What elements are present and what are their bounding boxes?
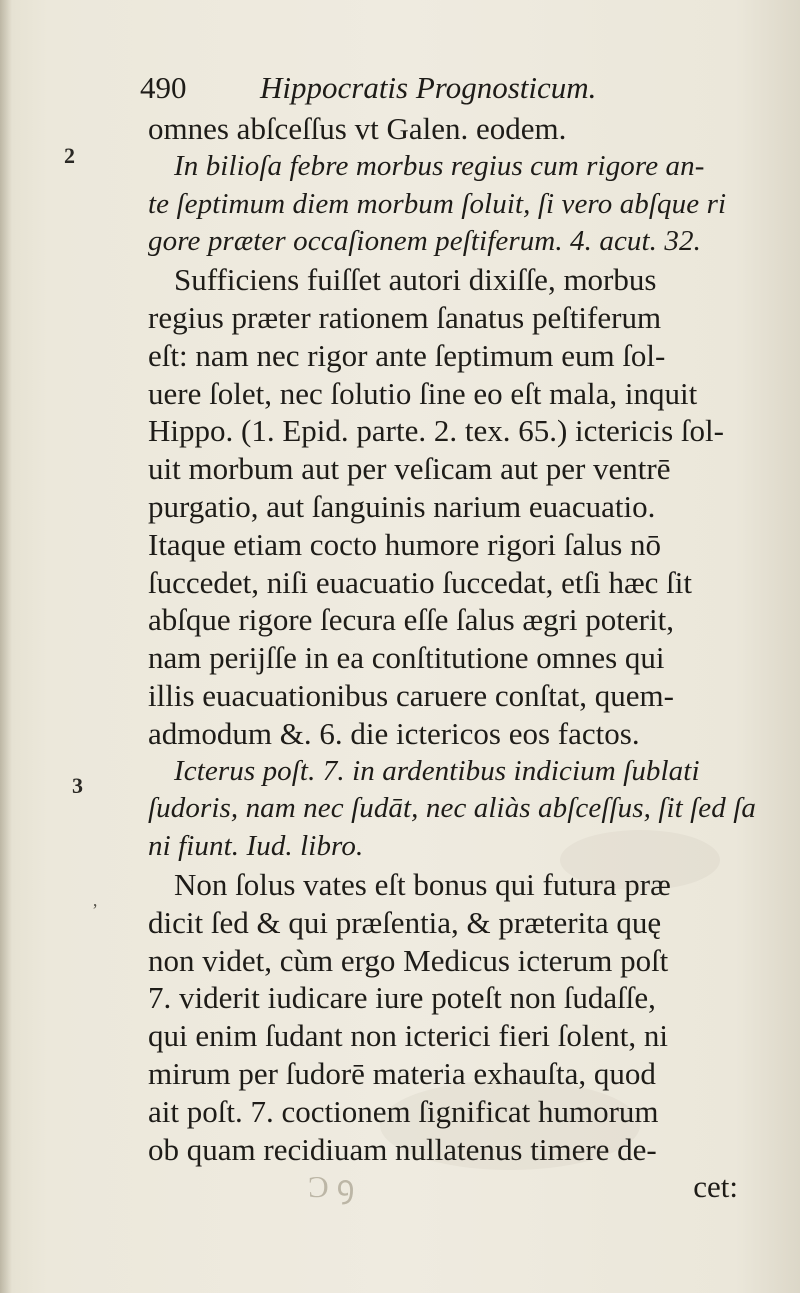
commentary-line: non videt, cùm ergo Medicus icterum poſt bbox=[148, 942, 669, 978]
commentary-line: admodum &. 6. die ictericos eos factos. bbox=[148, 715, 640, 751]
aphorism-line: te ſeptimum diem morbum ſoluit, ſi vero abſque ri bbox=[148, 187, 727, 220]
commentary-line: uere ſolet, nec ſolutio ſine eo eſt mala, inquit bbox=[148, 375, 698, 411]
commentary-line: ait poſt. 7. coctionem ſignificat humorum bbox=[148, 1093, 659, 1129]
commentary-line: purgatio, aut ſanguinis narium euacuatio. bbox=[148, 488, 656, 524]
text-line: omnes abſceſſus vt Galen. eodem. bbox=[148, 111, 567, 146]
commentary-line: qui enim ſudant non icterici fieri ſolent, ni bbox=[148, 1018, 668, 1054]
aphorism-line: ni fiunt. Iud. libro. bbox=[148, 830, 364, 863]
signature-mark: Ɔ ꝯ bbox=[308, 1169, 355, 1205]
page-header bbox=[140, 66, 740, 110]
commentary-line: illis euacuationibus caruere conſtat, quem- bbox=[148, 677, 674, 713]
catchword: cet: bbox=[693, 1169, 738, 1205]
commentary-line: Hippo. (1. Epid. parte. 2. tex. 65.) ictericis ſol- bbox=[148, 413, 724, 449]
commentary-line: eſt: nam nec rigor ante ſeptimum eum ſol- bbox=[148, 337, 666, 373]
commentary-line: Non ſolus vates eſt bonus qui futura præ bbox=[174, 866, 671, 902]
running-title: Hippocratis Prognosticum. bbox=[260, 70, 597, 105]
commentary-line: Sufficiens fuiſſet autori dixiſſe, morbus bbox=[174, 262, 657, 298]
aphorism-line: gore præter occaſionem peſtiferum. 4. acut. 32. bbox=[148, 225, 701, 258]
page-number: 490 bbox=[140, 70, 187, 105]
marginal-note-2: 2 bbox=[64, 143, 75, 168]
commentary-line: dicit ſed & qui præſentia, & præterita quę bbox=[148, 904, 662, 940]
marginal-note-3: 3 bbox=[72, 773, 83, 798]
commentary-line: regius præter rationem ſanatus peſtiferum bbox=[148, 299, 662, 335]
commentary-line: ſuccedet, niſi euacuatio ſuccedat, etſi hæc ſit bbox=[148, 564, 692, 600]
commentary-line: abſque rigore ſecura eſſe ſalus ægri poterit, bbox=[148, 602, 674, 638]
commentary-line: ob quam recidiuam nullatenus timere de- bbox=[148, 1131, 657, 1167]
commentary-line: 7. viderit iudicare iure poteſt non ſudaſſe, bbox=[148, 980, 656, 1016]
commentary-line: uit morbum aut per veſicam aut per ventrē bbox=[148, 451, 671, 487]
aphorism-line: Icterus poſt. 7. in ardentibus indicium ſublati bbox=[174, 754, 700, 787]
marginal-mark: ’ bbox=[92, 900, 98, 920]
commentary-line: mirum per ſudorē materia exhauſta, quod bbox=[148, 1055, 656, 1091]
page-footer bbox=[148, 1168, 738, 1206]
commentary-line: Itaque etiam cocto humore rigori ſalus nō bbox=[148, 526, 662, 562]
body-text bbox=[148, 110, 756, 1206]
aphorism-line: ſudoris, nam nec ſudāt, nec aliàs abſceſſus, ſit ſed ſa bbox=[148, 792, 756, 825]
page-gutter-shadow bbox=[0, 0, 12, 1293]
commentary-line: nam perijſſe in ea conſtitutione omnes qui bbox=[148, 640, 665, 676]
aphorism-line: In bilioſa febre morbus regius cum rigore an- bbox=[174, 149, 705, 182]
